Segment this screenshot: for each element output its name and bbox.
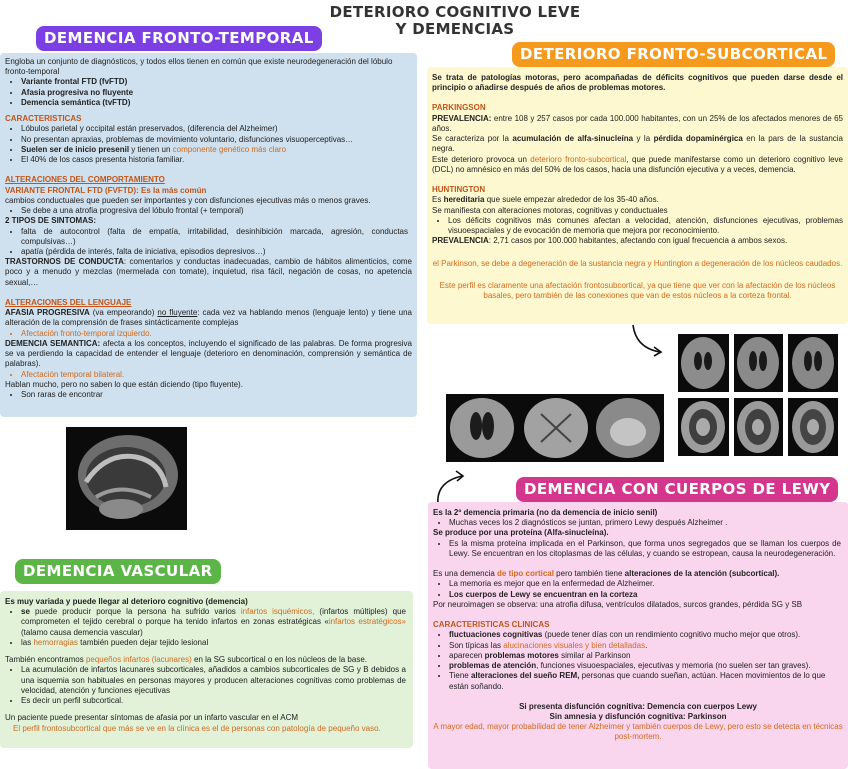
lewy-l2: Se produce por una proteína (Alfa-sinucleína). — [433, 528, 609, 538]
vasc-li1c: infartos isquémicos, — [240, 607, 315, 617]
ft-variant-item: • Variante frontal FTD (fvFTD) — [21, 77, 412, 87]
ft-panel — [0, 53, 417, 417]
ft-car3b: y tienen un — [129, 144, 173, 154]
brain-scan-image — [788, 334, 838, 392]
ft-leng-title: ALTERACIONES DEL LENGUAJE — [5, 297, 132, 307]
ft-trast — [5, 257, 412, 288]
ft-tipo-item: • apatía (pérdida de interés, falta de iniciativa, episodios depresivos…) — [21, 247, 408, 257]
sub-park-car2: acumulación de alfa-sinucleína — [512, 134, 634, 144]
ft-afasia — [5, 308, 412, 328]
brain-scan-image — [734, 398, 783, 456]
ft-sem-item: • Afectación temporal bilateral. — [21, 370, 412, 380]
lewy-c5a: Tiene — [449, 671, 471, 681]
brain-scan-strip-image — [446, 394, 664, 462]
brain-scan-image — [678, 398, 729, 456]
lewy-p3d: alteraciones de la atención (subcortical). — [624, 569, 780, 579]
vasc-panel — [0, 591, 413, 748]
lewy-c2c: . — [645, 640, 648, 650]
lewy-item: • Muchas veces los 2 diagnósticos se juntan, primero Lewy después Alzheimer . — [449, 518, 843, 528]
vasc-li2a: las — [21, 637, 34, 647]
ft-comp-text: cambios conductuales que pueden ser importantes y con disfunciones ejecutivas más o menos graves. — [5, 195, 371, 205]
title-line-2: Y DEMENCIAS — [395, 20, 515, 39]
lewy-heading: DEMENCIA CON CUERPOS DE LEWY — [516, 477, 838, 502]
lewy-l1: Es la 2º demencia primaria (no da demencia de inicio senil) — [433, 508, 658, 517]
sub-hunt-prev-text: : 2,71 casos por 100.000 habitantes, afectando con igual frecuencia a ambos sexos. — [488, 236, 788, 246]
lewy-f3: A mayor edad, mayor probabilidad de tener Alzheimer y también cuerpos de Lewy, pero esto se detecta en técnicas post-mortem. — [433, 722, 843, 742]
ft-sem-label: DEMENCIA SEMANTICA: — [5, 338, 101, 348]
lewy-car-item — [449, 641, 841, 651]
sub-intro: Se trata de patologías motoras, pero acompañadas de déficits cognitivos que pueden darse desde el principio o añadirse después de años de problemas motores. — [432, 73, 843, 93]
sub-hunt-item: • Los déficits cognitivos más comunes afectan a velocidad, atención, disfunciones ejecutivas, problemas visuoespaciales y de evocación de memoria que mejora por reconocimiento. — [448, 216, 843, 236]
sub-park-det3: , que puede manifestarse como un deterioro cognitivo leve (DCL) no amnésico en más del 50% de los casos, hacia una disfunción ejecutiva y a veces, demencia. — [432, 154, 844, 174]
ft-sem — [5, 339, 412, 370]
ft-heading: DEMENCIA FRONTO-TEMPORAL — [36, 26, 322, 51]
ft-variants-list — [5, 77, 412, 108]
ft-tipo-item: • falta de autocontrol (falta de empatía, irritabilidad, desinhibición marcada, agresión, conductas compulsivas…) — [21, 227, 408, 247]
sub-note1: el Parkinson, se debe a degeneración de la sustancia negra y Huntington a degeneración de los núcleos caudados. — [432, 258, 843, 268]
lewy-item: • La memoria es mejor que en la enfermedad de Alzheimer. — [449, 579, 843, 589]
lewy-f2: Sin amnesia y disfunción cognitiva: Parkinson — [549, 711, 727, 721]
lewy-car-item — [449, 671, 841, 691]
vasc-item: • Es decir un perfil subcortical. — [21, 696, 406, 706]
vasc-heading: DEMENCIA VASCULAR — [15, 559, 221, 584]
sub-park-car — [432, 134, 843, 154]
lewy-car-item — [449, 651, 841, 661]
ft-afasia-mid: (va empeorando) — [89, 308, 158, 318]
ft-afasia-u: no fluyente — [157, 308, 198, 318]
vasc-item — [21, 638, 406, 648]
vasc-li1f: (talamo causa demencia vascular) — [21, 627, 143, 637]
curved-arrow-icon — [432, 468, 472, 506]
vasc-li1d: (infartos múltiples) que comprometen el tejido cerebral o porque ha tenido infartos en zonas estratégicas « — [21, 607, 406, 627]
sub-panel — [427, 67, 848, 324]
vasc-p2b: pequeños infartos (lacunares) — [85, 655, 192, 665]
sub-park-prev-label: PREVALENCIA: — [432, 113, 492, 123]
ft-afasia-rest: : cada vez va hablando menos (lenguaje lento) y tiene una alteración de la comprensión de frases sintácticamente complejas — [5, 308, 413, 328]
vasc-p2 — [5, 655, 408, 665]
sub-park-title: PARKINGSON — [432, 103, 486, 113]
ft-comp-item: • Se debe a una atrofia progresiva del lóbulo frontal (+ temporal) — [21, 206, 412, 216]
ft-afasia-label: AFASIA PROGRESIVA — [5, 308, 90, 318]
vasc-p2a: También encontramos — [5, 655, 86, 665]
lewy-p3c: pero también tiene — [553, 569, 625, 579]
sub-park-det2: deterioro fronto-subcortical — [530, 154, 627, 164]
ft-car-title: CARACTERISTICAS — [5, 114, 82, 124]
ft-habla: Hablan mucho, pero no saben lo que están diciendo (tipo fluyente). — [5, 379, 243, 389]
lewy-c2a: Son típicas las — [449, 640, 504, 650]
lewy-c5c: personas que cuando sueñan, actúan. Hacen movimientos de lo que están soñando. — [449, 671, 826, 691]
vasc-li2b: hemorragias — [33, 637, 78, 647]
lewy-car-title: CARACTERISTICAS CLINICAS — [433, 620, 550, 630]
sub-park-prev-text: entre 108 y 257 casos por cada 100.000 habitantes, con un 25% de los afectados menores de 65 años. — [432, 113, 843, 133]
ft-trast-text: : comentarios y conductas inadecuadas, cambio de hábitos alimenticios, come poco y a menudo y mezclas (mermelada con tomate), inquietud, risa fácil, negación de cosas, no apetencia sexual,… — [5, 257, 413, 287]
ft-car3a: Suelen ser de inicio presenil — [21, 144, 130, 154]
ft-car-list — [5, 124, 412, 165]
vasc-item: • La acumulación de infartos lacunares subcorticales, añadidos a cambios subcorticales de SG y B debidos a una isquemia son habituales en personas mayores y producen alteraciones cognitivas como problemas de velocidad, atención y funciones ejecutivas — [21, 665, 406, 696]
brain-scan-image — [734, 334, 783, 392]
ft-variant-item: • Demencia semántica (tvFTD) — [21, 98, 412, 108]
lewy-car-item — [449, 630, 841, 640]
vasc-p3: Un paciente puede presentar síntomas de afasia por un infarto vascular en el ACM — [5, 713, 299, 723]
vasc-intro: Es muy variada y puede llegar al deterioro cognitivo (demencia) — [5, 597, 248, 606]
ft-comp-title: ALTERACIONES DEL COMPORTAMIENTO — [5, 175, 165, 185]
ft-raras-item: • Son raras de encontrar — [21, 390, 412, 400]
lewy-c3a: aparecen — [449, 650, 485, 660]
lewy-p3 — [433, 569, 843, 579]
sub-heading: DETERIORO FRONTO-SUBCORTICAL — [512, 42, 835, 67]
vasc-li1e: infartos estratégicos» — [328, 617, 407, 627]
ft-trast-label: TRASTORNOS DE CONDUCTA — [5, 257, 124, 267]
sub-hunt1a: Es — [432, 195, 444, 205]
lewy-c1a: fluctuaciones cognitivas — [449, 630, 543, 640]
lewy-p3b: de tipo cortical — [497, 569, 554, 579]
ft-car3c: componente genético más claro — [172, 144, 287, 154]
lewy-c3c: similar al Parkinson — [558, 650, 631, 660]
sub-park-det1: Este deterioro provoca un — [432, 154, 531, 164]
lewy-p4: Por neuroimagen se observa: una atrofia difusa, ventrículos dilatados, surcos grandes, pérdida SG y SB — [433, 599, 803, 609]
brain-scan-image — [678, 334, 729, 392]
vasc-li2c: también pueden dejar tejido lesional — [77, 637, 209, 647]
sub-park-prev — [432, 114, 843, 134]
sub-hunt1c: que suele empezar alrededor de los 35-40 años. — [484, 195, 659, 205]
lewy-f1: Si presenta disfunción cognitiva: Demencia con cuerpos Lewy — [519, 701, 757, 711]
page-title — [300, 4, 610, 39]
ft-comp-sub: VARIANTE FRONTAL FTD (FVFTD): Es la más común — [5, 185, 207, 195]
sub-hunt1 — [432, 195, 843, 205]
ft-car-item — [21, 145, 412, 155]
sub-park-car4: pérdida dopaminérgica — [653, 134, 743, 144]
lewy-c5b: alteraciones del sueño REM, — [470, 671, 580, 681]
sub-hunt2: Se manifiesta con alteraciones motoras, cognitivas y conductuales — [432, 205, 668, 215]
ft-brain-image — [66, 427, 187, 530]
lewy-car-item — [449, 661, 841, 671]
sub-hunt1b: hereditaria — [443, 195, 485, 205]
lewy-c4a: problemas de atención — [449, 661, 537, 671]
sub-hunt-title: HUNTINGTON — [432, 185, 486, 195]
lewy-c3b: problemas motores — [484, 650, 559, 660]
ft-afasia-item: • Afectación fronto-temporal izquierdo. — [21, 329, 412, 339]
lewy-item: • Es la misma proteína implicada en el Parkinson, que forma unos segregados que se llaman los cuerpos de Lewy. Se encuentran en los citoplasmas de las células, y cuando se estropean, causa la neurodegeneración. — [449, 539, 841, 559]
lewy-panel — [428, 502, 848, 769]
ft-car-item: • El 40% de los casos presenta historia familiar. — [21, 155, 412, 165]
sub-park-car5: en la pars de la sustancia negra. — [432, 134, 843, 154]
sub-hunt-prev — [432, 236, 843, 246]
sub-park-det — [432, 155, 843, 175]
title-line-1: DETERIORO COGNITIVO LEVE — [329, 3, 581, 21]
vasc-li1b: puede producir porque la persona ha sufrido varios — [29, 607, 241, 617]
brain-scan-image — [788, 398, 838, 456]
vasc-p2c: en la SG subcortical o en los núcleos de la base. — [191, 655, 367, 665]
ft-variant-item: • Afasia progresiva no fluyente — [21, 88, 412, 98]
curved-arrow-icon — [628, 322, 668, 358]
ft-car-item: • Lóbulos parietal y occipital están preservados, (diferencia del Alzheimer) — [21, 124, 412, 134]
lewy-c4b: , funciones visuoespaciales, ejecutivas y memoria (no suelen ser tan graves). — [536, 661, 811, 671]
sub-hunt-prev-label: PREVALENCIA — [432, 236, 489, 246]
sub-park-car1: Se caracteriza por la — [432, 134, 513, 144]
sub-note2: Este perfil es claramente una afectación frontosubcortical, ya que tiene que ver con la afectación de los núcleos basales, pero también de las conexiones que van de estos núcleos a la corteza frontal. — [439, 280, 836, 300]
lewy-item: • Los cuerpos de Lewy se encuentran en la corteza — [449, 590, 843, 600]
ft-sem-text: afecta a los conceptos, incluyendo el significado de las palabras. De forma progresiva se va perdiendo la capacidad de entender el lenguaje (deterioro en denominación, comprensión y semántica de palabras). — [5, 338, 412, 369]
sub-park-car3: y la — [633, 134, 654, 144]
vasc-p4: El perfil frontosubcortical que más se ve en la clínica es el de personas con patología de pequeño vaso. — [13, 723, 381, 733]
lewy-c1b: (puede tener días con un rendimiento cognitivo mucho mejor que otros). — [542, 630, 801, 640]
vasc-li1a: se — [21, 607, 30, 617]
ft-tipos-title: 2 TIPOS DE SINTOMAS: — [5, 216, 96, 226]
lewy-p3a: Es una demencia — [433, 569, 498, 579]
lewy-c2b: alucinaciones visuales y bien detalladas — [503, 640, 646, 650]
ft-intro: Engloba un conjunto de diagnósticos, y todos ellos tienen en común que existe neurodegeneración del lóbulo fronto-temporal — [5, 57, 393, 77]
vasc-item — [21, 607, 406, 638]
ft-car-item: • No presentan apraxias, problemas de movimiento voluntario, disfunciones visuoperceptivas… — [21, 135, 412, 145]
